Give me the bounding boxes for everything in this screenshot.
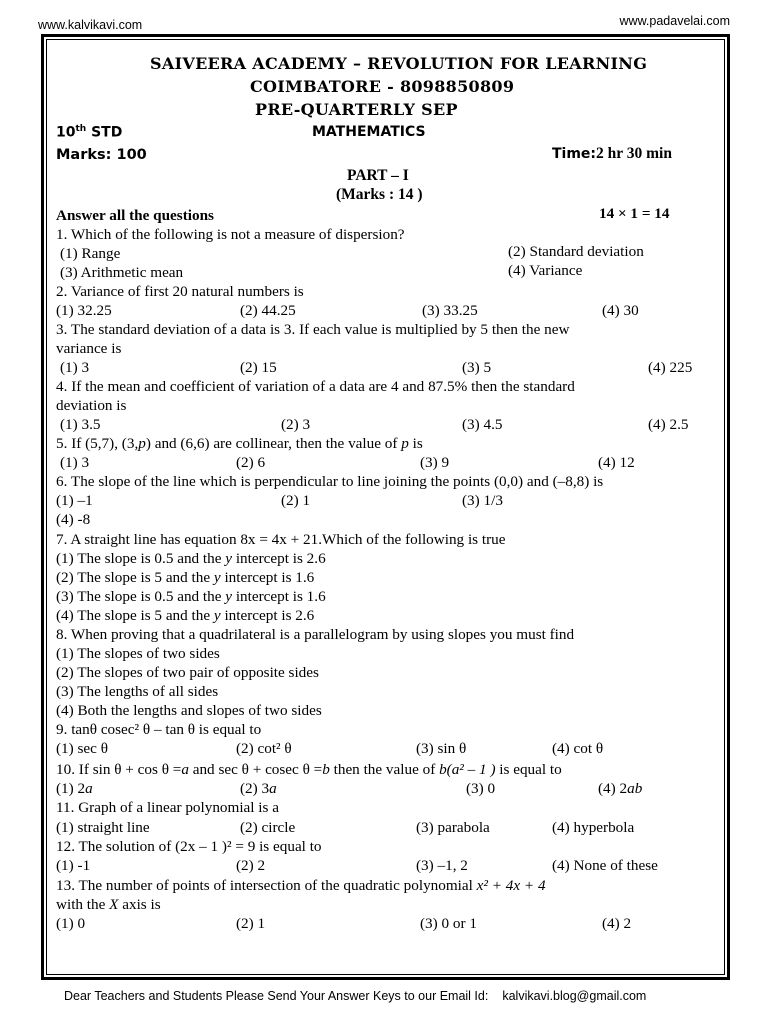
academy-city-phone: COIMBATORE - 8098850809: [250, 77, 515, 96]
q11-option-2: (2) circle: [240, 819, 296, 836]
question-4: 4. If the mean and coefficient of variation of a data are 4 and 87.5% then the standard: [56, 378, 575, 395]
q3-option-2: (2) 15: [240, 359, 277, 376]
part-instruction: Answer all the questions: [56, 207, 214, 224]
question-8: 8. When proving that a quadrilateral is a parallelogram by using slopes you must find: [56, 626, 575, 643]
q1-option-3: (3) Arithmetic mean: [60, 264, 184, 281]
site-url-right: www.padavelai.com: [619, 14, 730, 28]
q4-option-1: (1) 3.5: [60, 416, 101, 433]
q2-option-4: (4) 30: [602, 302, 639, 319]
q9-option-4: (4) cot θ: [552, 740, 604, 757]
q6-option-3: (3) 1/3: [462, 492, 503, 509]
q8-option-3: (3) The lengths of all sides: [56, 683, 219, 700]
q2-option-3: (3) 33.25: [422, 302, 478, 319]
part-marks: (Marks : 14 ): [336, 186, 423, 203]
question-4-cont: deviation is: [56, 397, 127, 414]
q8-option-2: (2) The slopes of two pair of opposite sides: [56, 664, 319, 681]
q8-option-4: (4) Both the lengths and slopes of two sides: [56, 702, 322, 719]
q11-option-1: (1) straight line: [56, 819, 150, 836]
q1-option-1: (1) Range: [60, 245, 121, 262]
q13-option-2: (2) 1: [236, 915, 266, 932]
exam-time: Time:2 hr 30 min: [552, 145, 672, 162]
q8-option-1: (1) The slopes of two sides: [56, 645, 220, 662]
q4-option-4: (4) 2.5: [648, 416, 689, 433]
subject-label: MATHEMATICS: [312, 124, 426, 140]
question-6: 6. The slope of the line which is perpendicular to line joining the points (0,0) and (–8,8) is: [56, 473, 604, 490]
q5-option-4: (4) 12: [598, 454, 635, 471]
q10-option-3: (3) 0: [466, 780, 496, 797]
q12-option-2: (2) 2: [236, 857, 266, 874]
q4-option-3: (3) 4.5: [462, 416, 503, 433]
question-5: 5. If (5,7), (3,p) and (6,6) are collinear, then the value of p is: [56, 435, 423, 452]
q6-option-1: (1) –1: [56, 492, 93, 509]
q9-option-1: (1) sec θ: [56, 740, 108, 757]
q2-option-1: (1) 32.25: [56, 302, 112, 319]
q3-option-4: (4) 225: [648, 359, 693, 376]
q7-option-1: (1) The slope is 0.5 and the y intercept is 2.6: [56, 550, 326, 567]
question-2: 2. Variance of first 20 natural numbers is: [56, 283, 304, 300]
q13-option-1: (1) 0: [56, 915, 86, 932]
q11-option-3: (3) parabola: [416, 819, 490, 836]
q4-option-2: (2) 3: [281, 416, 311, 433]
q7-option-4: (4) The slope is 5 and the y intercept is 2.6: [56, 607, 315, 624]
q5-option-2: (2) 6: [236, 454, 266, 471]
q1-option-4: (4) Variance: [508, 262, 583, 279]
q10-option-2: (2) 3a: [240, 780, 277, 797]
q3-option-3: (3) 5: [462, 359, 492, 376]
q5-option-1: (1) 3: [60, 454, 90, 471]
q9-option-2: (2) cot² θ: [236, 740, 292, 757]
footer-note: Dear Teachers and Students Please Send Your Answer Keys to our Email Id: kalvikavi.blog@gmail.com: [64, 989, 647, 1003]
question-3: 3. The standard deviation of a data is 3. If each value is multiplied by 5 then the new: [56, 321, 570, 338]
q7-option-3: (3) The slope is 0.5 and the y intercept is 1.6: [56, 588, 326, 605]
question-13: 13. The number of points of intersection of the quadratic polynomial x² + 4x + 4: [56, 877, 546, 894]
class-label: 10th STD: [56, 124, 123, 141]
q3-option-1: (1) 3: [60, 359, 90, 376]
part-title: PART – I: [347, 167, 409, 184]
site-url-left: www.kalvikavi.com: [38, 18, 143, 32]
question-9: 9. tanθ cosec² θ – tan θ is equal to: [56, 721, 262, 738]
q10-option-1: (1) 2a: [56, 780, 93, 797]
question-3-cont: variance is: [56, 340, 122, 357]
q11-option-4: (4) hyperbola: [552, 819, 635, 836]
question-7: 7. A straight line has equation 8x = 4x + 21.Which of the following is true: [56, 531, 506, 548]
q9-option-3: (3) sin θ: [416, 740, 467, 757]
question-10: 10. If sin θ + cos θ =a and sec θ + cosec θ =b then the value of b(a² – 1 ) is equal to: [56, 761, 562, 778]
q6-option-4: (4) -8: [56, 511, 91, 528]
question-11: 11. Graph of a linear polynomial is a: [56, 799, 279, 816]
marks-scheme: 14 × 1 = 14: [599, 205, 670, 222]
q12-option-1: (1) -1: [56, 857, 91, 874]
q13-option-3: (3) 0 or 1: [420, 915, 477, 932]
question-13-cont: with the X axis is: [56, 896, 161, 913]
exam-name: PRE-QUARTERLY SEP: [255, 100, 458, 119]
q12-option-3: (3) –1, 2: [416, 857, 468, 874]
q5-option-3: (3) 9: [420, 454, 450, 471]
question-12: 12. The solution of (2x – 1 )² = 9 is equal to: [56, 838, 322, 855]
q13-option-4: (4) 2: [602, 915, 632, 932]
question-1: 1. Which of the following is not a measure of dispersion?: [56, 226, 405, 243]
q7-option-2: (2) The slope is 5 and the y intercept is 1.6: [56, 569, 315, 586]
footer-email[interactable]: kalvikavi.blog@gmail.com: [502, 989, 647, 1003]
q1-option-2: (2) Standard deviation: [508, 243, 644, 260]
total-marks: Marks: 100: [56, 147, 147, 163]
q6-option-2: (2) 1: [281, 492, 311, 509]
q2-option-2: (2) 44.25: [240, 302, 296, 319]
q10-option-4: (4) 2ab: [598, 780, 643, 797]
q12-option-4: (4) None of these: [552, 857, 658, 874]
academy-title: SAIVEERA ACADEMY – REVOLUTION FOR LEARNING: [150, 54, 648, 73]
